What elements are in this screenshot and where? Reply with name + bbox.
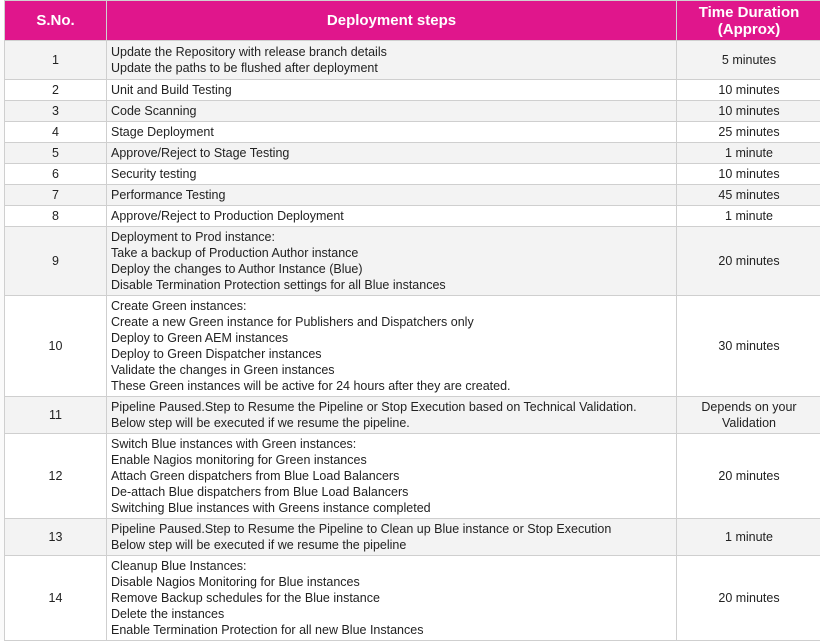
cell-sno[interactable]: 6 <box>5 164 107 185</box>
cell-sno[interactable]: 11 <box>5 397 107 434</box>
step-line: Cleanup Blue Instances: <box>111 558 676 574</box>
step-line: Deploy to Green Dispatcher instances <box>111 346 676 362</box>
step-line: Approve/Reject to Production Deployment <box>111 208 676 224</box>
step-line: Switch Blue instances with Green instances: <box>111 436 676 452</box>
cell-sno[interactable]: 10 <box>5 296 107 397</box>
cell-time-duration[interactable] <box>677 227 820 296</box>
time-line: 20 minutes <box>677 253 820 269</box>
cell-deployment-step[interactable] <box>107 397 677 434</box>
step-line: Pipeline Paused.Step to Resume the Pipeline or Stop Execution based on Technical Validation. <box>111 399 676 415</box>
cell-deployment-step[interactable] <box>107 185 677 206</box>
time-line: 20 minutes <box>677 468 820 484</box>
header-time-line1: Time Duration <box>677 4 820 21</box>
cell-deployment-step[interactable] <box>107 434 677 519</box>
cell-deployment-step[interactable] <box>107 206 677 227</box>
step-line: Attach Green dispatchers from Blue Load Balancers <box>111 468 676 484</box>
table-body <box>5 41 820 641</box>
table-row <box>5 164 820 185</box>
cell-time-duration[interactable] <box>677 519 820 556</box>
cell-sno[interactable]: 12 <box>5 434 107 519</box>
header-deployment-steps[interactable]: Deployment steps <box>107 1 677 41</box>
cell-sno[interactable]: 3 <box>5 101 107 122</box>
cell-sno[interactable]: 9 <box>5 227 107 296</box>
cell-time-duration[interactable] <box>677 122 820 143</box>
step-line: Approve/Reject to Stage Testing <box>111 145 676 161</box>
table-row <box>5 227 820 296</box>
cell-time-duration[interactable] <box>677 41 820 80</box>
table-row <box>5 80 820 101</box>
step-line: Update the paths to be flushed after deployment <box>111 60 676 76</box>
time-line: Validation <box>677 415 820 431</box>
step-line: Disable Nagios Monitoring for Blue instances <box>111 574 676 590</box>
step-line: Disable Termination Protection settings for all Blue instances <box>111 277 676 293</box>
step-line: These Green instances will be active for 24 hours after they are created. <box>111 378 676 394</box>
cell-deployment-step[interactable] <box>107 122 677 143</box>
step-line: Create Green instances: <box>111 298 676 314</box>
cell-time-duration[interactable] <box>677 143 820 164</box>
table-row <box>5 519 820 556</box>
cell-deployment-step[interactable] <box>107 519 677 556</box>
step-line: Create a new Green instance for Publishers and Dispatchers only <box>111 314 676 330</box>
step-line: Below step will be executed if we resume the pipeline. <box>111 415 676 431</box>
step-line: Switching Blue instances with Greens instance completed <box>111 500 676 516</box>
time-line: 5 minutes <box>677 52 820 68</box>
cell-time-duration[interactable] <box>677 296 820 397</box>
step-line: Below step will be executed if we resume the pipeline <box>111 537 676 553</box>
header-time-duration[interactable] <box>677 1 820 41</box>
table-row <box>5 397 820 434</box>
cell-time-duration[interactable] <box>677 185 820 206</box>
step-line: Unit and Build Testing <box>111 82 676 98</box>
table-row <box>5 143 820 164</box>
step-line: Update the Repository with release branch details <box>111 44 676 60</box>
time-line: 45 minutes <box>677 187 820 203</box>
cell-time-duration[interactable] <box>677 556 820 641</box>
cell-deployment-step[interactable] <box>107 296 677 397</box>
cell-deployment-step[interactable] <box>107 556 677 641</box>
step-line: Code Scanning <box>111 103 676 119</box>
time-line: Depends on your <box>677 399 820 415</box>
table-row <box>5 41 820 80</box>
cell-time-duration[interactable] <box>677 397 820 434</box>
step-line: Performance Testing <box>111 187 676 203</box>
deployment-steps-table <box>4 0 820 641</box>
table-row <box>5 101 820 122</box>
time-line: 10 minutes <box>677 103 820 119</box>
cell-deployment-step[interactable] <box>107 227 677 296</box>
header-time-line2: (Approx) <box>677 21 820 38</box>
table-row <box>5 185 820 206</box>
step-line: Security testing <box>111 166 676 182</box>
step-line: De-attach Blue dispatchers from Blue Load Balancers <box>111 484 676 500</box>
step-line: Validate the changes in Green instances <box>111 362 676 378</box>
cell-deployment-step[interactable] <box>107 143 677 164</box>
time-line: 30 minutes <box>677 338 820 354</box>
step-line: Deploy to Green AEM instances <box>111 330 676 346</box>
cell-time-duration[interactable] <box>677 206 820 227</box>
time-line: 1 minute <box>677 208 820 224</box>
table-row <box>5 206 820 227</box>
cell-deployment-step[interactable] <box>107 164 677 185</box>
cell-time-duration[interactable] <box>677 434 820 519</box>
time-line: 20 minutes <box>677 590 820 606</box>
step-line: Deployment to Prod instance: <box>111 229 676 245</box>
header-sno[interactable]: S.No. <box>5 1 107 41</box>
cell-time-duration[interactable] <box>677 80 820 101</box>
time-line: 1 minute <box>677 529 820 545</box>
cell-sno[interactable]: 1 <box>5 41 107 80</box>
cell-sno[interactable]: 2 <box>5 80 107 101</box>
table-row <box>5 122 820 143</box>
table-row <box>5 556 820 641</box>
step-line: Take a backup of Production Author instance <box>111 245 676 261</box>
header-row <box>5 1 820 41</box>
time-line: 10 minutes <box>677 166 820 182</box>
cell-deployment-step[interactable] <box>107 80 677 101</box>
step-line: Deploy the changes to Author Instance (Blue) <box>111 261 676 277</box>
step-line: Delete the instances <box>111 606 676 622</box>
cell-sno[interactable]: 13 <box>5 519 107 556</box>
cell-sno[interactable]: 7 <box>5 185 107 206</box>
step-line: Pipeline Paused.Step to Resume the Pipeline to Clean up Blue instance or Stop Execution <box>111 521 676 537</box>
cell-time-duration[interactable] <box>677 101 820 122</box>
time-line: 25 minutes <box>677 124 820 140</box>
cell-deployment-step[interactable] <box>107 101 677 122</box>
step-line: Remove Backup schedules for the Blue instance <box>111 590 676 606</box>
time-line: 10 minutes <box>677 82 820 98</box>
step-line: Enable Termination Protection for all new Blue Instances <box>111 622 676 638</box>
cell-sno[interactable]: 4 <box>5 122 107 143</box>
time-line: 1 minute <box>677 145 820 161</box>
table-row <box>5 296 820 397</box>
step-line: Enable Nagios monitoring for Green instances <box>111 452 676 468</box>
table-row <box>5 434 820 519</box>
cell-sno[interactable]: 5 <box>5 143 107 164</box>
step-line: Stage Deployment <box>111 124 676 140</box>
cell-time-duration[interactable] <box>677 164 820 185</box>
cell-deployment-step[interactable] <box>107 41 677 80</box>
cell-sno[interactable]: 8 <box>5 206 107 227</box>
cell-sno[interactable]: 14 <box>5 556 107 641</box>
